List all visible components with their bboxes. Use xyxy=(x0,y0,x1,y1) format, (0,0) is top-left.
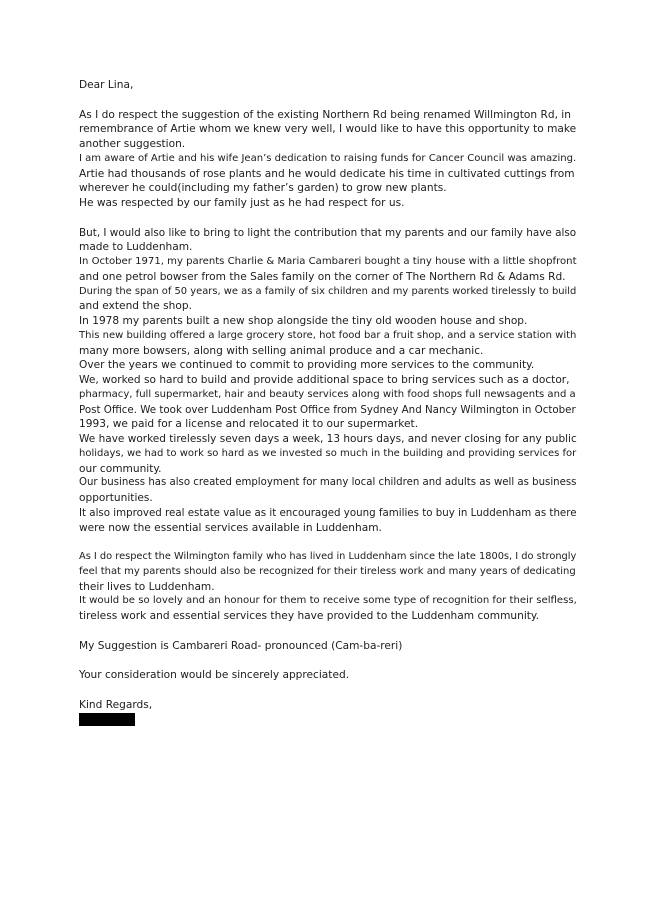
paragraph xyxy=(79,668,579,683)
paragraph-line: holidays, we had to work so hard as we invested so much in the building and providing services for xyxy=(79,447,577,459)
paragraph-line: But, I would also like to bring to light the contribution that my parents and our family have also xyxy=(79,226,577,239)
letter-body xyxy=(79,78,579,726)
paragraph-line: feel that my parents should also be recognized for their tireless work and many years of dedicating xyxy=(79,565,576,577)
paragraph-line: Post Office. We took over Luddenham Post Office from Sydney And Nancy Wilmington in October xyxy=(79,403,576,416)
paragraph-line: another suggestion. xyxy=(79,138,186,150)
paragraph-line: Your consideration would be sincerely appreciated. xyxy=(79,669,350,681)
paragraph-line: were now the essential services available in Luddenham. xyxy=(79,521,382,534)
paragraph-line: pharmacy, full supermarket, hair and beauty services along with food shops full newsagents and a xyxy=(79,388,576,400)
paragraph-line: our community. xyxy=(79,462,162,475)
paragraph-line: wherever he could(including my father’s garden) to grow new plants. xyxy=(79,182,447,195)
paragraph xyxy=(79,226,579,536)
paragraph-line: Over the years we continued to commit to providing more services to the community. xyxy=(79,359,535,372)
paragraph-line: He was respected by our family just as he had respect for us. xyxy=(79,197,405,209)
letter-paragraphs xyxy=(79,108,579,683)
paragraph-line: Artie had thousands of rose plants and he would dedicate his time in cultivated cuttings from xyxy=(79,167,575,180)
paragraph-line: I am aware of Artie and his wife Jean’s dedication to raising funds for Cancer Council was amazing. xyxy=(79,152,577,164)
paragraph-line: opportunities. xyxy=(79,492,153,504)
paragraph-line: As I do respect the Wilmington family who has lived in Luddenham since the late 1800s, I do strongly xyxy=(79,551,577,562)
paragraph-line: During the span of 50 years, we as a family of six children and my parents worked tirelessly to build xyxy=(79,285,577,297)
redacted-signature-block xyxy=(79,713,135,726)
paragraph-line: many more bowsers, along with selling animal produce and a car mechanic. xyxy=(79,344,484,357)
paragraph xyxy=(79,639,579,654)
paragraph-line: made to Luddenham. xyxy=(79,241,193,254)
closing xyxy=(79,698,579,727)
paragraph-line: In 1978 my parents built a new shop alongside the tiny old wooden house and shop. xyxy=(79,315,528,327)
paragraph xyxy=(79,108,579,211)
paragraph-line: In October 1971, my parents Charlie & Maria Cambareri bought a tiny house with a little shopfront xyxy=(79,256,577,267)
paragraph-line: and extend the shop. xyxy=(79,300,192,313)
paragraph-line: Our business has also created employment for many local children and adults as well as business xyxy=(79,477,577,489)
salutation-text: Dear Lina, xyxy=(79,79,134,91)
paragraph-line: It also improved real estate value as it encouraged young families to buy in Luddenham as there xyxy=(79,506,577,519)
paragraph-line: This new building offered a large grocery store, hot food bar a fruit shop, and a service station with xyxy=(79,329,577,341)
paragraph-line: We, worked so hard to build and provide additional space to bring services such as a doctor, xyxy=(79,374,570,386)
salutation xyxy=(79,78,579,93)
paragraph-line: their lives to Luddenham. xyxy=(79,580,215,593)
paragraph-line: remembrance of Artie whom we knew very well, I would like to have this opportunity to make xyxy=(79,123,577,136)
closing-text: Kind Regards, xyxy=(79,698,153,711)
paragraph-line: and one petrol bowser from the Sales family on the corner of The Northern Rd & Adams Rd. xyxy=(79,270,566,283)
paragraph xyxy=(79,550,579,624)
paragraph-line: tireless work and essential services they have provided to the Luddenham community. xyxy=(79,610,540,622)
paragraph-line: 1993, we paid for a license and relocated it to our supermarket. xyxy=(79,418,419,431)
paragraph-line: It would be so lovely and an honour for them to receive some type of recognition for their selfless, xyxy=(79,595,577,607)
paragraph-line: We have worked tirelessly seven days a week, 13 hours days, and never closing for any public xyxy=(79,433,577,445)
paragraph-line: My Suggestion is Cambareri Road- pronounced (Cam-ba-reri) xyxy=(79,639,403,652)
paragraph-line: As I do respect the suggestion of the existing Northern Rd being renamed Willmington Rd, in xyxy=(79,108,571,121)
